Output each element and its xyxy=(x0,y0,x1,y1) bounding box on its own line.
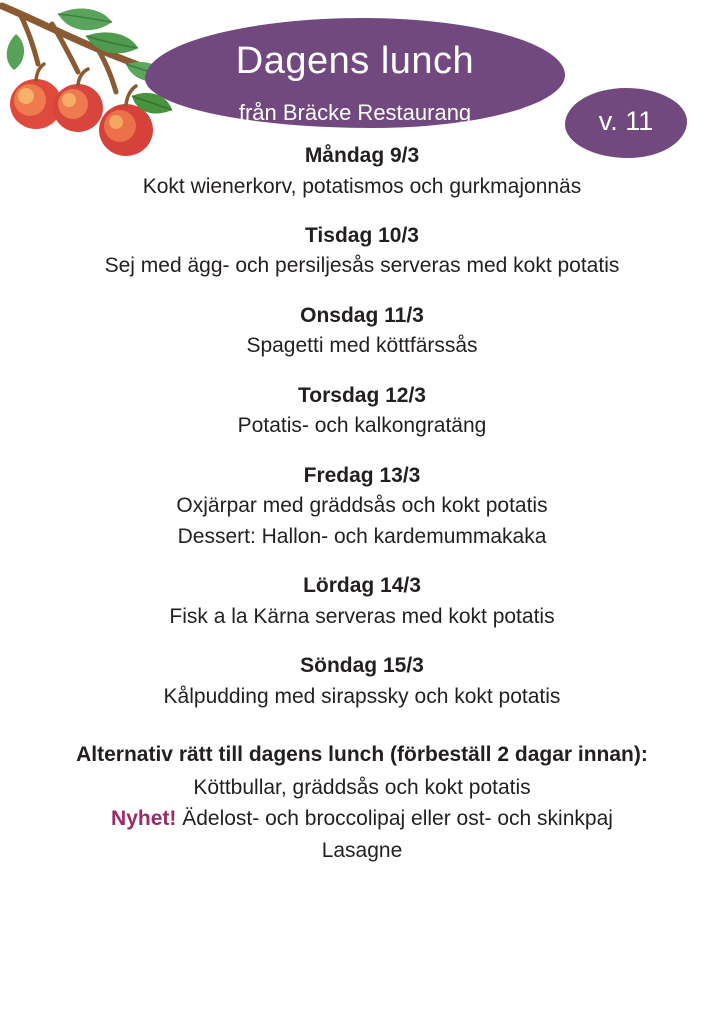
page-title: Dagens lunch xyxy=(235,40,475,82)
dish-text: Oxjärpar med gräddsås och kokt potatis xyxy=(176,494,548,518)
menu-day xyxy=(0,380,724,442)
menu-day xyxy=(0,650,724,712)
alternative-line-3: Lasagne xyxy=(321,838,403,862)
dish-text: Kålpudding med sirapssky och kokt potatis xyxy=(163,684,561,708)
dish-text: Spagetti med köttfärssås xyxy=(246,334,478,358)
alternative-section xyxy=(0,738,724,866)
alternative-title: Alternativ rätt till dagens lunch (förbeställ 2 dagar innan): xyxy=(76,743,648,766)
dish-text: Sej med ägg- och persiljesås serveras med kokt potatis xyxy=(104,254,620,278)
menu-list xyxy=(0,140,724,866)
menu-day xyxy=(0,140,724,202)
alternative-line-2 xyxy=(0,803,724,835)
day-label: Tisdag 10/3 xyxy=(304,223,419,247)
page-header xyxy=(0,0,724,160)
week-number: v. 11 xyxy=(598,106,654,136)
alternative-line-1: Köttbullar, gräddsås och kokt potatis xyxy=(193,775,531,799)
page-subtitle: från Bräcke Restaurang xyxy=(238,100,472,125)
day-label: Måndag 9/3 xyxy=(304,144,420,167)
alternative-line-2-text: Ädelost- och broccolipaj eller ost- och skinkpaj xyxy=(176,807,613,831)
dish-text: Potatis- och kalkongratäng xyxy=(237,414,487,438)
menu-day xyxy=(0,220,724,282)
menu-day xyxy=(0,300,724,362)
menu-day xyxy=(0,570,724,632)
dish-text: Dessert: Hallon- och kardemummakaka xyxy=(177,524,547,548)
dish-text: Kokt wienerkorv, potatismos och gurkmajonnäs xyxy=(142,174,582,198)
day-label: Lördag 14/3 xyxy=(303,574,421,598)
day-label: Söndag 15/3 xyxy=(300,654,424,678)
day-label: Fredag 13/3 xyxy=(303,463,421,487)
day-label: Onsdag 11/3 xyxy=(300,303,424,327)
new-badge: Nyhet! xyxy=(111,807,177,831)
dish-text: Fisk a la Kärna serveras med kokt potatis xyxy=(169,604,555,628)
day-label: Torsdag 12/3 xyxy=(298,383,426,407)
menu-day xyxy=(0,460,724,552)
